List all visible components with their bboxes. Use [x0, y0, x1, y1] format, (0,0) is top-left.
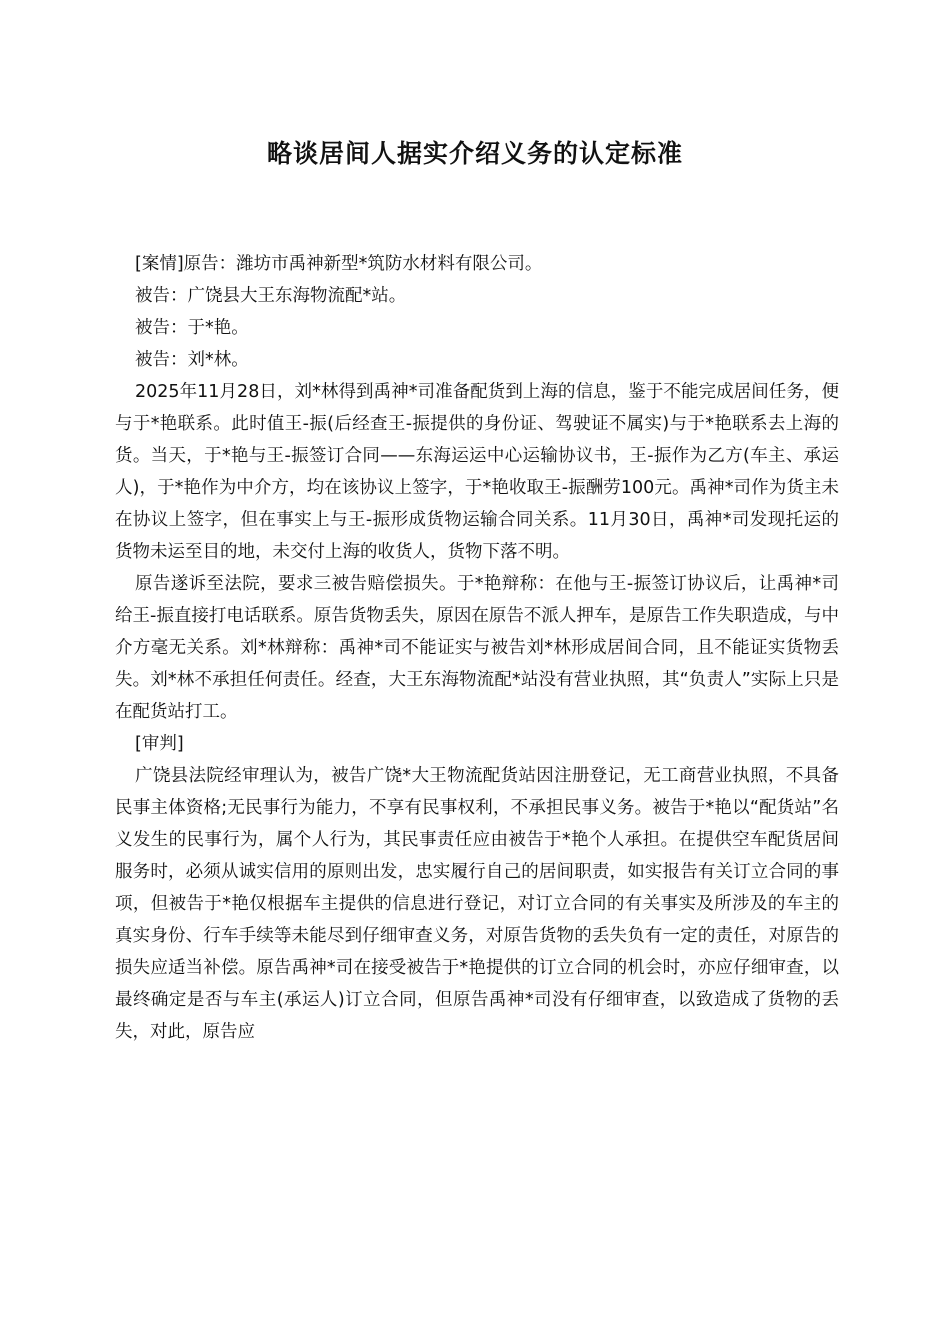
paragraph-trial-heading: [审判] — [135, 734, 184, 754]
paragraph-claims: 原告遂诉至法院，要求三被告赔偿损失。于*艳辩称：在他与王-振签订协议后，让禹神*司给王-振直接打电话联系。原告货物丢失，原因在原告不派人押车，是原告工作失职造成，与中介方毫无关系。刘*林辩称：禹神*司不能证实与被告刘*林形成居间合同，且不能证实货物丢失。刘*林不承担任何责任。经查，大王东海物流配*站没有营业执照，其“负责人”实际上只是在配货站打工。 — [115, 574, 839, 722]
paragraph-facts: 2025年11月28日，刘*林得到禹神*司准备配货到上海的信息，鉴于不能完成居间任务，便与于*艳联系。此时值王-振(后经查王-振提供的身份证、驾驶证不属实)与于*艳联系去上海的货。当天，于*艳与王-振签订合同——东海运运中心运输协议书，王-振作为乙方(车主、承运人)，于*艳作为中介方，均在该协议上签字，于*艳收取王-振酬劳100元。禹神*司作为货主未在协议上签字，但在事实上与王-振形成货物运输合同关系。11月30日，禹神*司发现托运的货物未运至目的地，未交付上海的收货人，货物下落不明。 — [115, 382, 839, 562]
paragraph-judgment: 广饶县法院经审理认为，被告广饶*大王物流配货站因注册登记，无工商营业执照，不具备民事主体资格;无民事行为能力，不享有民事权利，不承担民事义务。被告于*艳以“配货站”名义发生的民事行为，属个人行为，其民事责任应由被告于*艳个人承担。在提供空车配货居间服务时，必须从诚实信用的原则出发，忠实履行自己的居间职责，如实报告有关订立合同的事项，但被告于*艳仅根据车主提供的信息进行登记，对订立合同的有关事实及所涉及的车主的真实身份、行车手续等未能尽到仔细审查义务，对原告货物的丢失负有一定的责任，对原告的损失应适当补偿。原告禹神*司在接受被告于*艳提供的订立合同的机会时，亦应仔细审查，以最终确定是否与车主(承运人)订立合同，但原告禹神*司没有仔细审查，以致造成了货物的丢失，对此，原告应 — [115, 766, 839, 1042]
paragraph-defendant-1: 被告：广饶县大王东海物流配*站。 — [135, 286, 407, 306]
paragraph-defendant-3: 被告：刘*林。 — [135, 350, 249, 370]
document-body — [115, 248, 839, 1048]
paragraph-defendant-2: 被告：于*艳。 — [135, 318, 249, 338]
paragraph-case-plaintiff: [案情]原告：潍坊市禹神新型*筑防水材料有限公司。 — [135, 254, 543, 274]
document-title: 略谈居间人据实介绍义务的认定标准 — [266, 139, 683, 168]
